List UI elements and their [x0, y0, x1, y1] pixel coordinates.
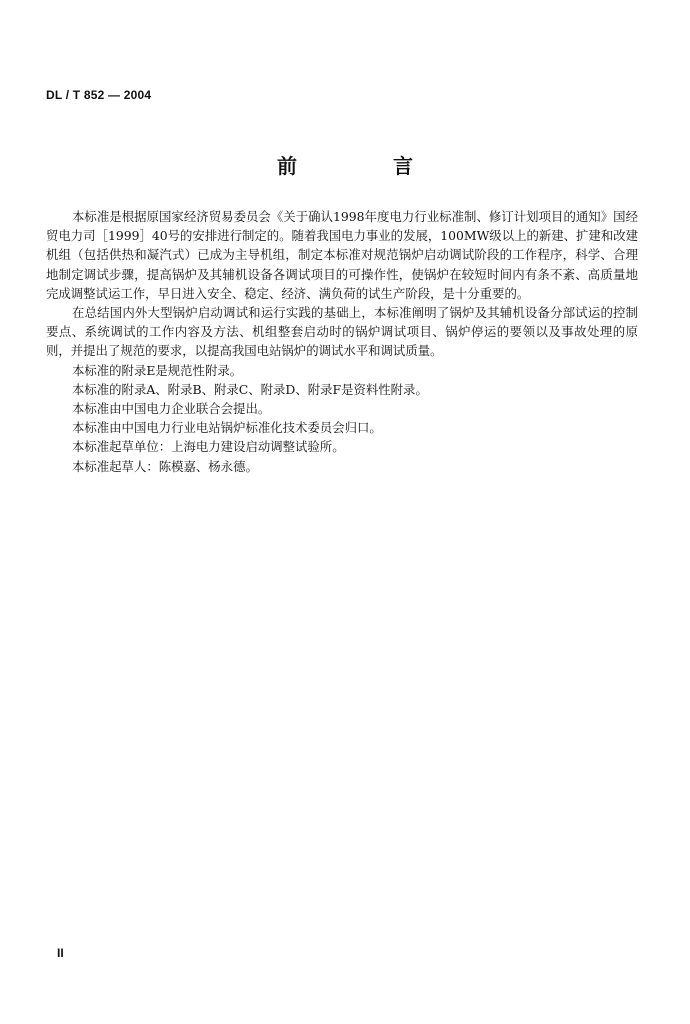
paragraph-drafting-unit: 本标准起草单位：上海电力建设启动调整试验所。 — [72, 439, 345, 455]
page-number: II — [57, 946, 64, 960]
paragraph-background: 本标准是根据原国家经济贸易委员会《关于确认1998年度电力行业标准制、修订计划项目的通知》国经贸电力司［1999］40号的安排进行制定的。随着我国电力事业的发展，100MW级以上的新建、扩建和改建机组（包括供热和凝汽式）已成为主导机组，制定本标准对规范锅炉启动调试阶段的工作程序，科学、合理地制定调试步骤，提高锅炉及其辅机设备各调试项目的可操作性，使锅炉在较短时间内有条不紊、高质量地完成调整试运工作，早日进入安全、稳定、经济、满负荷的试生产阶段，是十分重要的。 — [46, 209, 638, 301]
paragraph-normative-annex: 本标准的附录E是规范性附录。 — [72, 362, 243, 378]
paragraph-proposer: 本标准由中国电力企业联合会提出。 — [72, 401, 271, 417]
paragraph-drafters: 本标准起草人：陈模嘉、杨永德。 — [72, 458, 258, 474]
page-title: 前 言 — [277, 154, 451, 178]
paragraph-informative-annexes: 本标准的附录A、附录B、附录C、附录D、附录F是资料性附录。 — [72, 381, 428, 397]
paragraph-committee: 本标准由中国电力行业电站锅炉标准化技术委员会归口。 — [72, 420, 382, 436]
foreword-body — [46, 207, 638, 476]
standard-number: DL / T 852 — 2004 — [46, 88, 152, 102]
paragraph-scope: 在总结国内外大型锅炉启动调试和运行实践的基础上，本标准阐明了锅炉及其辅机设备分部试运的控制要点、系统调试的工作内容及方法、机组整套启动时的锅炉调试项目、锅炉停运的要领以及事故处理的原则，并提出了规范的要求，以提高我国电站锅炉的调试水平和调试质量。 — [46, 305, 638, 359]
